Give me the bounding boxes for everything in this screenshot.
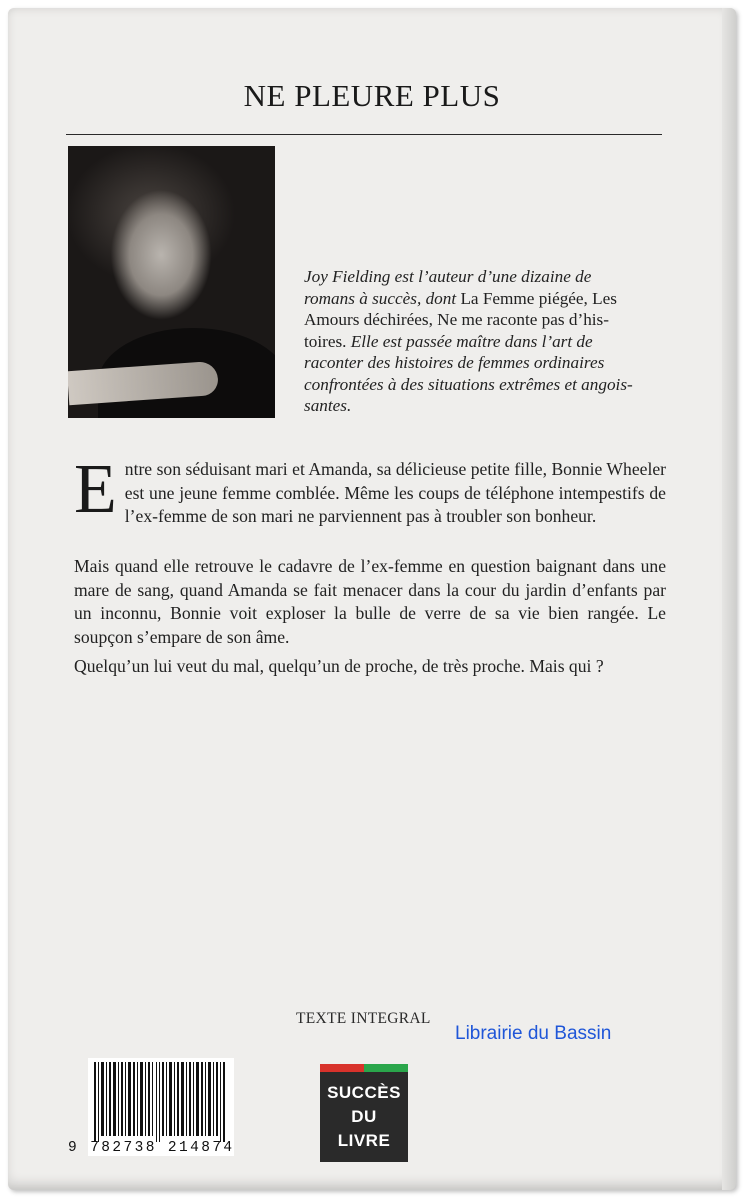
synopsis-p1-text: ntre son séduisant mari et Amanda, sa délicieuse petite fille, Bonnie Wheeler est une jeune femme comblée. Même les coups de téléphone intempestifs de l’ex-femme de son mari ne parviennent pas à troubler son bonheur. xyxy=(124,459,666,526)
texte-integral-label: TEXTE INTEGRAL xyxy=(296,1010,431,1027)
bio-line-6: confrontées à des situations extrêmes et angois- xyxy=(304,374,633,394)
drop-cap: E xyxy=(74,451,117,528)
author-photo xyxy=(68,146,275,418)
logo-green-stripe xyxy=(364,1064,408,1072)
book-back-cover xyxy=(8,8,736,1190)
logo-line-1: SUCCÈS xyxy=(327,1083,401,1102)
synopsis-paragraph-3: Quelqu’un lui veut du mal, quelqu’un de proche, de très proche. Mais qui ? xyxy=(74,656,604,676)
author-bio xyxy=(304,266,662,417)
bio-line-7: santes. xyxy=(304,396,352,415)
bio-line-2a: romans à succès, dont xyxy=(304,288,461,308)
synopsis-paragraph-2: Mais quand elle retrouve le cadavre de l’ex-femme en question baignant dans une mare de sang, quand Amanda se fait menacer dans la cour du jardin d’enfants par un inconnu, Bonnie voit exploser la bulle de verre de sa vie bien rangée. Le soupçon s’empare de son âme. xyxy=(74,556,666,647)
logo-box xyxy=(320,1072,408,1162)
bio-line-4a: toires. xyxy=(304,331,351,351)
logo-line-2: DU xyxy=(351,1107,377,1126)
title-divider xyxy=(66,134,662,135)
barcode-bars xyxy=(92,1062,230,1142)
succes-du-livre-logo xyxy=(320,1064,408,1162)
bio-line-1: Joy Fielding est l’auteur d’une dizaine de xyxy=(304,267,592,286)
cover-edge xyxy=(722,8,736,1190)
bio-line-2b: La Femme piégée, Les xyxy=(460,288,617,308)
logo-line-3: LIVRE xyxy=(337,1131,391,1150)
librairie-watermark: Librairie du Bassin xyxy=(455,1023,612,1044)
bio-line-4b: Elle est passée maître dans l’art de xyxy=(350,331,593,351)
bio-line-5: raconter des histoires de femmes ordinaires xyxy=(304,353,605,372)
synopsis-paragraph-1 xyxy=(74,451,666,529)
book-title: NE PLEURE PLUS xyxy=(243,78,501,113)
isbn-number: 9 782738 214874 xyxy=(68,1140,235,1156)
bio-line-3: Amours déchirées, Ne me raconte pas d’his- xyxy=(304,310,609,329)
logo-red-stripe xyxy=(320,1064,364,1072)
